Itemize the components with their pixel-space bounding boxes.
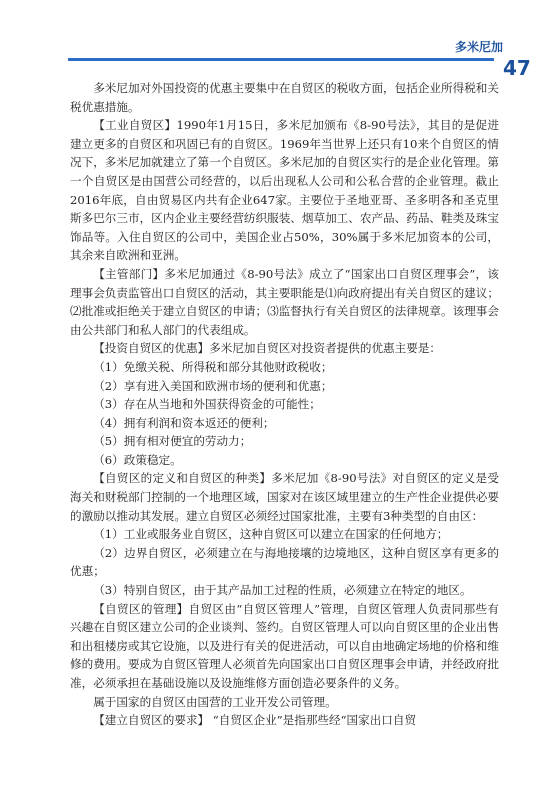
incentive-item: （5）拥有相对便宜的劳动力； <box>93 434 252 449</box>
header-divider <box>68 58 494 61</box>
running-header-title: 多米尼加 <box>454 40 503 54</box>
authority-paragraph: 【主管部门】多米尼加通过《8-90号法》成立了“国家出口自贸区理事会”，该理事会负责监管出口自贸区的活动，其主要职能是⑴向政府提出有关自贸区的建议；⑵批准或拒绝关于建立自贸区的申请；⑶监督执行有关自贸区的法律规章。该理事会由公共部门和私人部门的代表组成。 <box>70 266 499 337</box>
body-text <box>70 79 499 730</box>
incentive-item: （6）政策稳定。 <box>93 452 182 467</box>
zone-type-item: （2）边界自贸区，必须建立在与海地接壤的边境地区，这种自贸区享有更多的优惠； <box>70 545 499 579</box>
industrial-free-zone-paragraph: 【工业自贸区】1990年1月15日，多米尼加颁布《8-90号法》，其目的是促进建立更多的自贸区和巩固已有的自贸区。1969年当世界上还只有10来个自贸区的情况下，多米尼加就建立了第一个自贸区。多米尼加的自贸区实行的是企业化管理。第一个自贸区是由国营公司经营的，以后出现私人公司和公私合营的企业管理。截止2016年底，自由贸易区内共有企业647家。主要位于圣地亚哥、圣多明各和圣克里斯多巴尔三市，区内企业主要经营纺织服装、烟草加工、农产品、药品、鞋类及珠宝饰品等。入住自贸区的公司中，美国企业占50%，30%属于多米尼加资本的公司，其余来自欧洲和亚洲。 <box>70 118 499 263</box>
page-number: 47 <box>503 56 531 80</box>
incentive-item: （3）存在从当地和外国获得资金的可能性； <box>93 397 321 412</box>
incentive-item: （4）拥有利润和资本返还的便利； <box>93 415 275 430</box>
intro-paragraph: 多米尼加对外国投资的优惠主要集中在自贸区的税收方面，包括企业所得税和关税优惠措施。 <box>70 81 499 114</box>
incentives-heading-paragraph: 【投资自贸区的优惠】多米尼加自贸区对投资者提供的优惠主要是： <box>93 341 442 356</box>
definition-paragraph: 【自贸区的定义和自贸区的种类】多米尼加《8-90号法》对自贸区的定义是受海关和财税部门控制的一个地理区域，国家对在该区域里建立的生产性企业提供必要的激励以推动其发展。建立自贸区必须经过国家批准，主要有3种类型的自由区： <box>70 471 499 523</box>
incentive-item: （1）免缴关税、所得税和部分其他财政税收； <box>93 359 333 374</box>
incentive-item: （2）享有进入美国和欧洲市场的便利和优惠； <box>93 378 333 393</box>
requirements-paragraph: 【建立自贸区的要求】 “自贸区企业”是指那些经“国家出口自贸 <box>93 713 417 728</box>
zone-type-item: （1）工业或服务业自贸区，这种自贸区可以建立在国家的任何地方； <box>93 527 449 542</box>
state-zones-paragraph: 属于国家的自贸区由国营的工业开发公司管理。 <box>93 694 337 709</box>
management-paragraph: 【自贸区的管理】自贸区由“自贸区管理人”管理，自贸区管理人负责同那些有兴趣在自贸区建立公司的企业谈判、签约。自贸区管理人可以向自贸区里的企业出售和出租楼房或其它设施，以及进行有关的促进活动，可以自由地确定场地的价格和维修的费用。要成为自贸区管理人必须首先向国家出口自贸区理事会申请，并经政府批准，必须承担在基础设施以及设施维修方面创造必要条件的义务。 <box>70 601 499 690</box>
zone-type-item: （3）特别自贸区，由于其产品加工过程的性质，必须建立在特定的地区。 <box>93 583 472 598</box>
